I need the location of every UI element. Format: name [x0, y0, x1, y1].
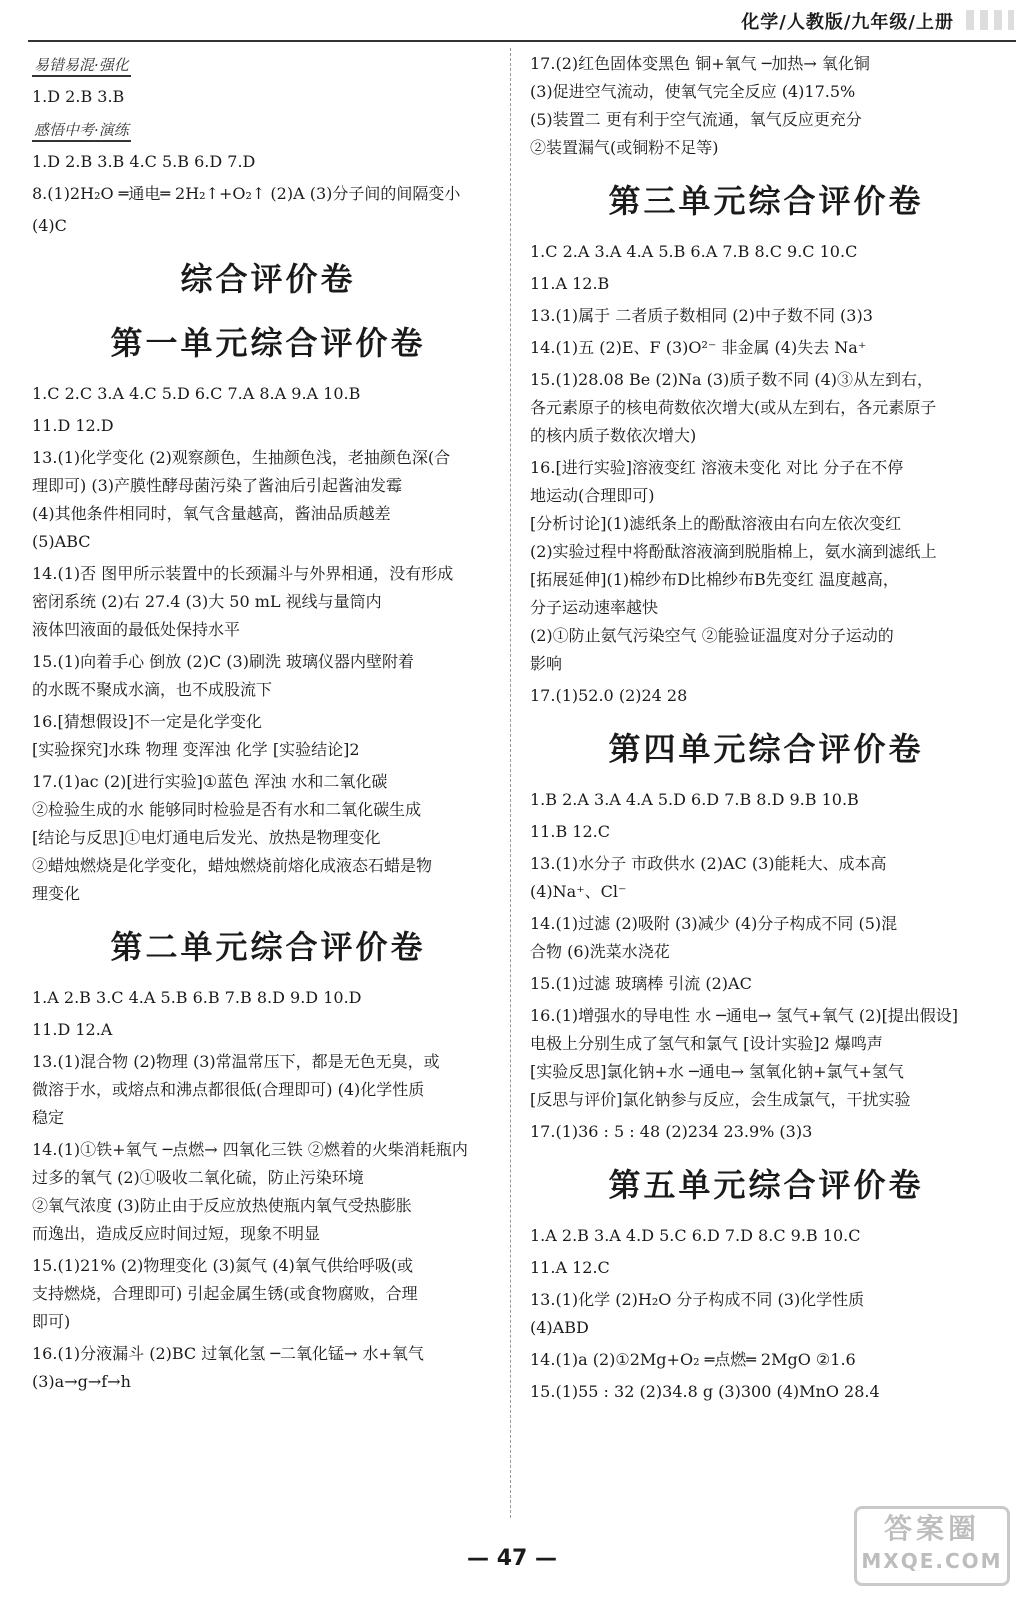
answer-line: 11.D 12.D	[32, 416, 114, 435]
answer-line: (2)①防止氨气污染空气 ②能验证温度对分子运动的	[530, 626, 894, 645]
answer-line: 14.(1)过滤 (2)吸附 (3)减少 (4)分子构成不同 (5)混	[530, 914, 898, 933]
answer-line: 影响	[530, 654, 563, 673]
answer-line: 1.C 2.C 3.A 4.C 5.D 6.C 7.A 8.A 9.A 10.B	[32, 384, 361, 403]
page-number: — 47 —	[467, 1546, 557, 1571]
answer-line: (5)装置二 更有利于空气流通，氧气反应更充分	[530, 110, 862, 129]
unit-5-answers	[530, 1224, 1002, 1404]
answer-line: 1.C 2.A 3.A 4.A 5.B 6.A 7.B 8.C 9.C 10.C	[530, 242, 858, 261]
answer-line: 稳定	[32, 1108, 65, 1127]
answer-line: 14.(1)a (2)①2Mg+O₂ ═点燃═ 2MgO ②1.6	[530, 1350, 856, 1369]
answer-line: ②氧气浓度 (3)防止由于反应放热使瓶内氧气受热膨胀	[32, 1196, 412, 1215]
answer-line: 液体凹液面的最低处保持水平	[32, 620, 241, 639]
answer-line: 合物 (6)洗菜水浇花	[530, 942, 670, 961]
answer-line: 地运动(合理即可)	[530, 486, 655, 505]
unit-1-continued	[530, 52, 1002, 160]
watermark-text: 答案圈	[883, 1512, 980, 1545]
answer-line: 17.(1)36 : 5 : 48 (2)234 23.9% (3)3	[530, 1122, 813, 1141]
answer-line: 14.(1)①铁+氧气 ─点燃→ 四氧化三铁 ②燃着的火柴消耗瓶内	[32, 1140, 468, 1159]
answer-line: 16.[进行实验]溶液变红 溶液未变化 对比 分子在不停	[530, 458, 904, 477]
section-title-unit-2: 第二单元综合评价卷	[110, 928, 426, 966]
header-decoration	[966, 10, 1014, 30]
answer-line: 15.(1)向着手心 倒放 (2)C (3)刷洗 玻璃仪器内壁附着	[32, 652, 415, 671]
answer-line: 支持燃烧，合理即可) 引起金属生锈(或食物腐败，合理	[32, 1284, 418, 1303]
answer-line: [实验探究]水珠 物理 变浑浊 化学 [实验结论]2	[32, 740, 360, 759]
section-title-unit-1: 第一单元综合评价卷	[110, 324, 426, 362]
answer-line: 的水既不聚成水滴，也不成股流下	[32, 680, 273, 699]
answer-line: 11.D 12.A	[32, 1020, 113, 1039]
answer-line: (2)实验过程中将酚酞溶液滴到脱脂棉上，氨水滴到滤纸上	[530, 542, 937, 561]
answer-line: 17.(2)红色固体变黑色 铜+氧气 ─加热→ 氧化铜	[530, 54, 870, 73]
answer-line: 11.A 12.C	[530, 1258, 610, 1277]
answer-line: 15.(1)过滤 玻璃棒 引流 (2)AC	[530, 974, 752, 993]
answer-line: 14.(1)否 图甲所示装置中的长颈漏斗与外界相通，没有形成	[32, 564, 454, 583]
header-title: 化学/人教版/九年级/上册	[741, 12, 954, 33]
answer-line: 13.(1)水分子 市政供水 (2)AC (3)能耗大、成本高	[530, 854, 887, 873]
answer-line: 14.(1)五 (2)E、F (3)O²⁻ 非金属 (4)失去 Na⁺	[530, 338, 867, 357]
answer-line: (3)促进空气流动，使氧气完全反应 (4)17.5%	[530, 82, 856, 101]
answer-line: [分析讨论](1)滤纸条上的酚酞溶液由右向左依次变红	[530, 514, 902, 533]
answer-line: (4)其他条件相同时，氧气含量越高，酱油品质越差	[32, 504, 391, 523]
answer-line: [拓展延伸](1)棉纱布D比棉纱布B先变红 温度越高，	[530, 570, 899, 589]
section-title-unit-4: 第四单元综合评价卷	[608, 730, 924, 768]
answer-line: 16.(1)分液漏斗 (2)BC 过氧化氢 ─二氧化锰→ 水+氧气	[32, 1344, 424, 1363]
answer-line: 13.(1)属于 二者质子数相同 (2)中子数不同 (3)3	[530, 306, 873, 325]
column-divider	[510, 48, 512, 1518]
section-title-unit-5: 第五单元综合评价卷	[608, 1166, 924, 1204]
answer-line: 而逸出，造成反应时间过短，现象不明显	[32, 1224, 321, 1243]
unit-3-answers	[530, 240, 1002, 708]
answer-line: 1.D 2.B 3.B 4.C 5.B 6.D 7.D	[32, 152, 256, 171]
answer-line: 微溶于水，或熔点和沸点都很低(合理即可) (4)化学性质	[32, 1080, 425, 1099]
answer-line: 分子运动速率越快	[530, 598, 659, 617]
answer-line: ②装置漏气(或铜粉不足等)	[530, 138, 719, 157]
answer-line: 13.(1)混合物 (2)物理 (3)常温常压下，都是无色无臭，或	[32, 1052, 440, 1071]
answer-line: 17.(1)52.0 (2)24 28	[530, 686, 688, 705]
answer-line: 11.B 12.C	[530, 822, 610, 841]
unit-2-answers	[32, 986, 504, 1394]
left-column	[32, 52, 504, 1402]
answer-line: (4)ABD	[530, 1318, 589, 1337]
answer-line: 17.(1)ac (2)[进行实验]①蓝色 浑浊 水和二氧化碳	[32, 772, 388, 791]
watermark-logo	[854, 1506, 1010, 1586]
answer-line: 1.A 2.B 3.A 4.D 5.C 6.D 7.D 8.C 9.B 10.C	[530, 1226, 861, 1245]
answer-line: 电极上分别生成了氢气和氯气 [设计实验]2 爆鸣声	[530, 1034, 883, 1053]
answer-line: 1.B 2.A 3.A 4.A 5.D 6.D 7.B 8.D 9.B 10.B	[530, 790, 859, 809]
answer-line: 密闭系统 (2)右 27.4 (3)大 50 mL 视线与量筒内	[32, 592, 382, 611]
answer-line: 11.A 12.B	[530, 274, 610, 293]
answer-line: (4)C	[32, 216, 67, 235]
answer-line: (5)ABC	[32, 532, 91, 551]
answer-line: 各元素原子的核电荷数依次增大(或从左到右，各元素原子	[530, 398, 937, 417]
answer-line: [反思与评价]氯化钠参与反应，会生成氯气，干扰实验	[530, 1090, 911, 1109]
watermark-url: MXQE.COM	[861, 1549, 1003, 1573]
answer-line: 16.(1)增强水的导电性 水 ─通电→ 氢气+氧气 (2)[提出假设]	[530, 1006, 959, 1025]
unit-1-answers	[32, 382, 504, 906]
page-header	[0, 0, 1024, 44]
answer-line: (3)a→g→f→h	[32, 1372, 131, 1391]
answer-line: 13.(1)化学变化 (2)观察颜色，生抽颜色浅，老抽颜色深(合	[32, 448, 451, 467]
answer-line: 1.D 2.B 3.B	[32, 87, 125, 106]
answer-line: [实验反思]氯化钠+水 ─通电→ 氢氧化钠+氯气+氢气	[530, 1062, 904, 1081]
section-title-unit-3: 第三单元综合评价卷	[608, 182, 924, 220]
answer-line: 16.[猜想假设]不一定是化学变化	[32, 712, 262, 731]
answer-line: [结论与反思]①电灯通电后发光、放热是物理变化	[32, 828, 381, 847]
answer-line: 的核内质子数依次增大)	[530, 426, 697, 445]
unit-4-answers	[530, 788, 1002, 1144]
header-rule	[28, 40, 1016, 42]
answer-line: 13.(1)化学 (2)H₂O 分子构成不同 (3)化学性质	[530, 1290, 865, 1309]
answer-line: ②蜡烛燃烧是化学变化，蜡烛燃烧前熔化成液态石蜡是物	[32, 856, 433, 875]
right-column	[530, 52, 1002, 1412]
answer-line: 过多的氧气 (2)①吸收二氧化硫，防止污染环境	[32, 1168, 364, 1187]
answer-line: 1.A 2.B 3.C 4.A 5.B 6.B 7.B 8.D 9.D 10.D	[32, 988, 362, 1007]
answer-line: 15.(1)28.08 Be (2)Na (3)质子数不同 (4)③从左到右，	[530, 370, 934, 389]
section-subhead-exam-practice: 感悟中考·演练	[32, 119, 131, 142]
section-title-overall: 综合评价卷	[180, 260, 356, 298]
answer-line: ②检验生成的水 能够同时检验是否有水和二氧化碳生成	[32, 800, 422, 819]
answer-line: 理即可) (3)产膜性酵母菌污染了酱油后引起酱油发霉	[32, 476, 402, 495]
answer-line: 15.(1)55 : 32 (2)34.8 g (3)300 (4)MnO 28.4	[530, 1382, 880, 1401]
answer-line: 15.(1)21% (2)物理变化 (3)氮气 (4)氧气供给呼吸(或	[32, 1256, 414, 1275]
answer-line: 理变化	[32, 884, 81, 903]
answer-line: 即可)	[32, 1312, 71, 1331]
answer-line: 8.(1)2H₂O ═通电═ 2H₂↑+O₂↑ (2)A (3)分子间的间隔变小	[32, 184, 461, 203]
section-subhead-easy-mistakes: 易错易混·强化	[32, 54, 131, 77]
answer-line: (4)Na⁺、Cl⁻	[530, 882, 627, 901]
